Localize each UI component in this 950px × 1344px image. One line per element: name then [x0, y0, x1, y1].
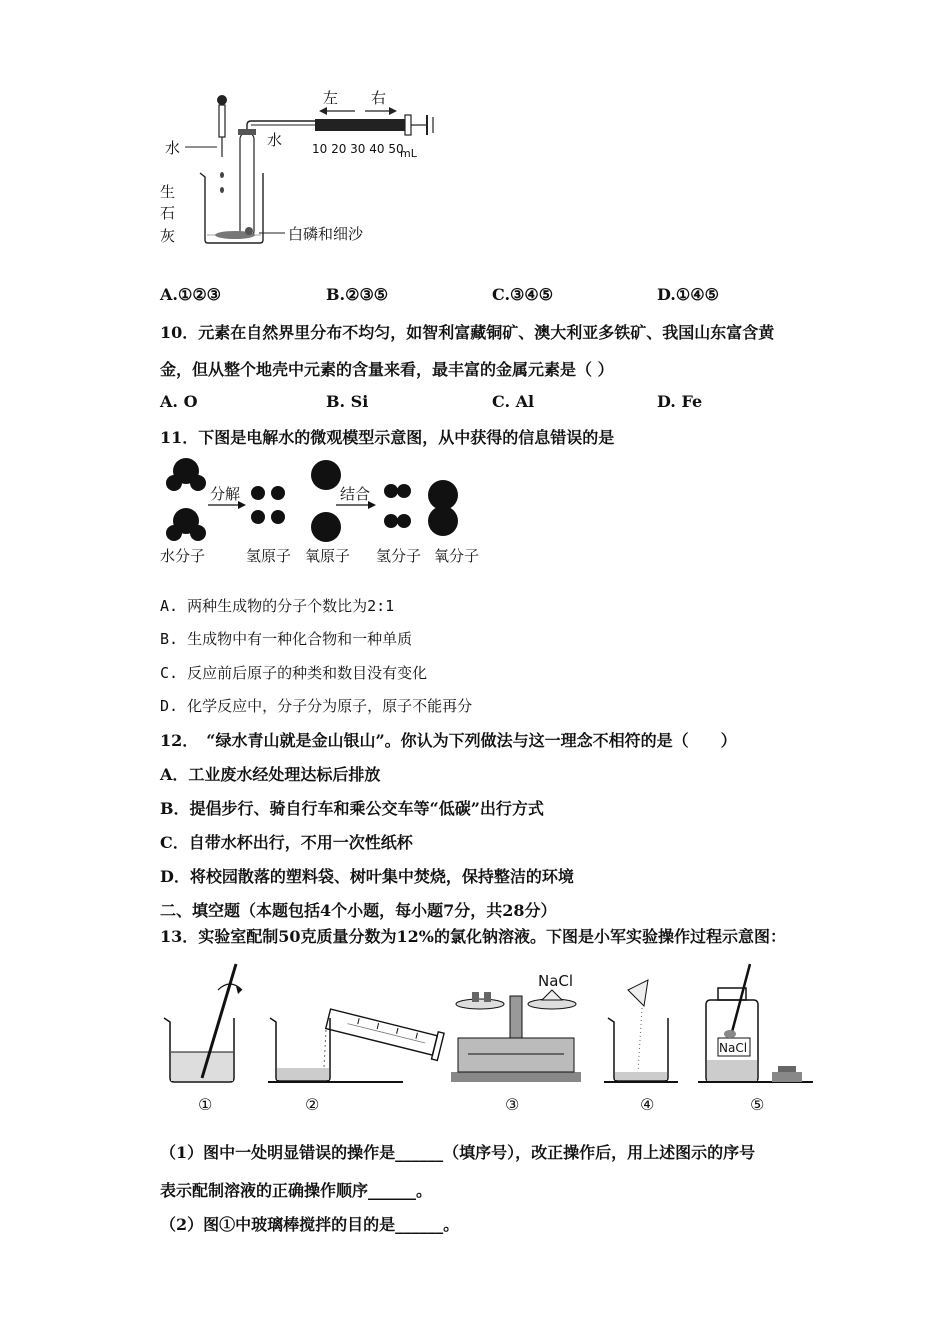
- q11-option-a[interactable]: A. 两种生成物的分子个数比为2:1: [160, 597, 395, 615]
- q10-option-b[interactable]: B. Si: [326, 392, 369, 411]
- lime-label-3: 灰: [160, 227, 176, 245]
- step-3-number: ③: [505, 1095, 520, 1114]
- q10-stem-line1: 10．元素在自然界里分布不均匀，如智利富藏铜矿、澳大利亚多铁矿、我国山东富含黄: [160, 323, 775, 342]
- q13-stem: 13．实验室配制50克质量分数为12%的氯化钠溶液。下图是小军实验操作过程示意图：: [160, 927, 787, 946]
- solution-prep-figure: [158, 960, 818, 1090]
- arrow-right-label: 右: [371, 89, 387, 107]
- q9-option-b[interactable]: B.②③⑤: [326, 285, 389, 304]
- q12-option-a[interactable]: A．工业废水经处理达标后排放: [160, 765, 381, 784]
- step-4-number: ④: [640, 1095, 655, 1114]
- q12-option-c[interactable]: C．自带水杯出行，不用一次性纸杯: [160, 833, 413, 852]
- step-5-number: ⑤: [750, 1095, 765, 1114]
- q10-option-c[interactable]: C. Al: [492, 392, 535, 411]
- phosphorus-label: 白磷和细沙: [288, 225, 364, 243]
- water-molecule-label: 水分子: [160, 547, 206, 565]
- step-1-number: ①: [198, 1095, 213, 1114]
- q12-option-b[interactable]: B．提倡步行、骑自行车和乘公交车等“低碳”出行方式: [160, 799, 544, 818]
- q10-option-d[interactable]: D. Fe: [657, 392, 703, 411]
- q13-sub2: （2）图①中玻璃棒搅拌的目的是______。: [160, 1215, 460, 1234]
- water-label-left: 水: [165, 139, 181, 157]
- q9-option-a[interactable]: A.①②③: [160, 285, 222, 304]
- o-atom-label: 氧原子: [305, 547, 351, 565]
- q11-stem: 11．下图是电解水的微观模型示意图，从中获得的信息错误的是: [160, 428, 615, 447]
- step-2-number: ②: [305, 1095, 320, 1114]
- apparatus-figure: [155, 85, 445, 255]
- electrolysis-model-figure: [158, 455, 498, 573]
- q11-option-b[interactable]: B. 生成物中有一种化合物和一种单质: [160, 630, 413, 648]
- q10-stem-line2: 金，但从整个地壳中元素的含量来看，最丰富的金属元素是（ ）: [160, 360, 614, 379]
- decompose-label: 分解: [210, 485, 241, 503]
- syringe-scale: 10 20 30 40 50: [312, 142, 404, 156]
- nacl-top-label: NaCl: [538, 972, 574, 990]
- o-molecule-label: 氧分子: [434, 547, 480, 565]
- q9-option-d[interactable]: D.①④⑤: [657, 285, 719, 304]
- arrow-left-label: 左: [323, 89, 339, 107]
- q9-option-c[interactable]: C.③④⑤: [492, 285, 554, 304]
- q12-stem: 12． “绿水青山就是金山银山”。你认为下列做法与这一理念不相符的是（ ）: [160, 731, 737, 750]
- lime-label-2: 石: [160, 204, 176, 222]
- section-2-heading: 二、填空题（本题包括4个小题，每小题7分，共28分）: [160, 901, 557, 920]
- combine-label: 结合: [340, 485, 371, 503]
- q13-sub1-line2: 表示配制溶液的正确操作顺序______。: [160, 1181, 433, 1200]
- water-label-tube: 水: [267, 131, 283, 149]
- q10-option-a[interactable]: A. O: [160, 392, 198, 411]
- q11-option-d[interactable]: D. 化学反应中，分子分为原子，原子不能再分: [160, 697, 473, 715]
- nacl-bottle-label: NaCl: [719, 1041, 748, 1055]
- q11-option-c[interactable]: C. 反应前后原子的种类和数目没有变化: [160, 664, 428, 682]
- q12-option-d[interactable]: D．将校园散落的塑料袋、树叶集中焚烧，保持整洁的环境: [160, 867, 574, 886]
- lime-label-1: 生: [160, 183, 176, 201]
- q13-sub1-line1: （1）图中一处明显错误的操作是______（填序号），改正操作后，用上述图示的序号: [160, 1143, 756, 1162]
- h-atom-label: 氢原子: [246, 547, 292, 565]
- h-molecule-label: 氢分子: [376, 547, 422, 565]
- syringe-unit: mL: [400, 147, 417, 160]
